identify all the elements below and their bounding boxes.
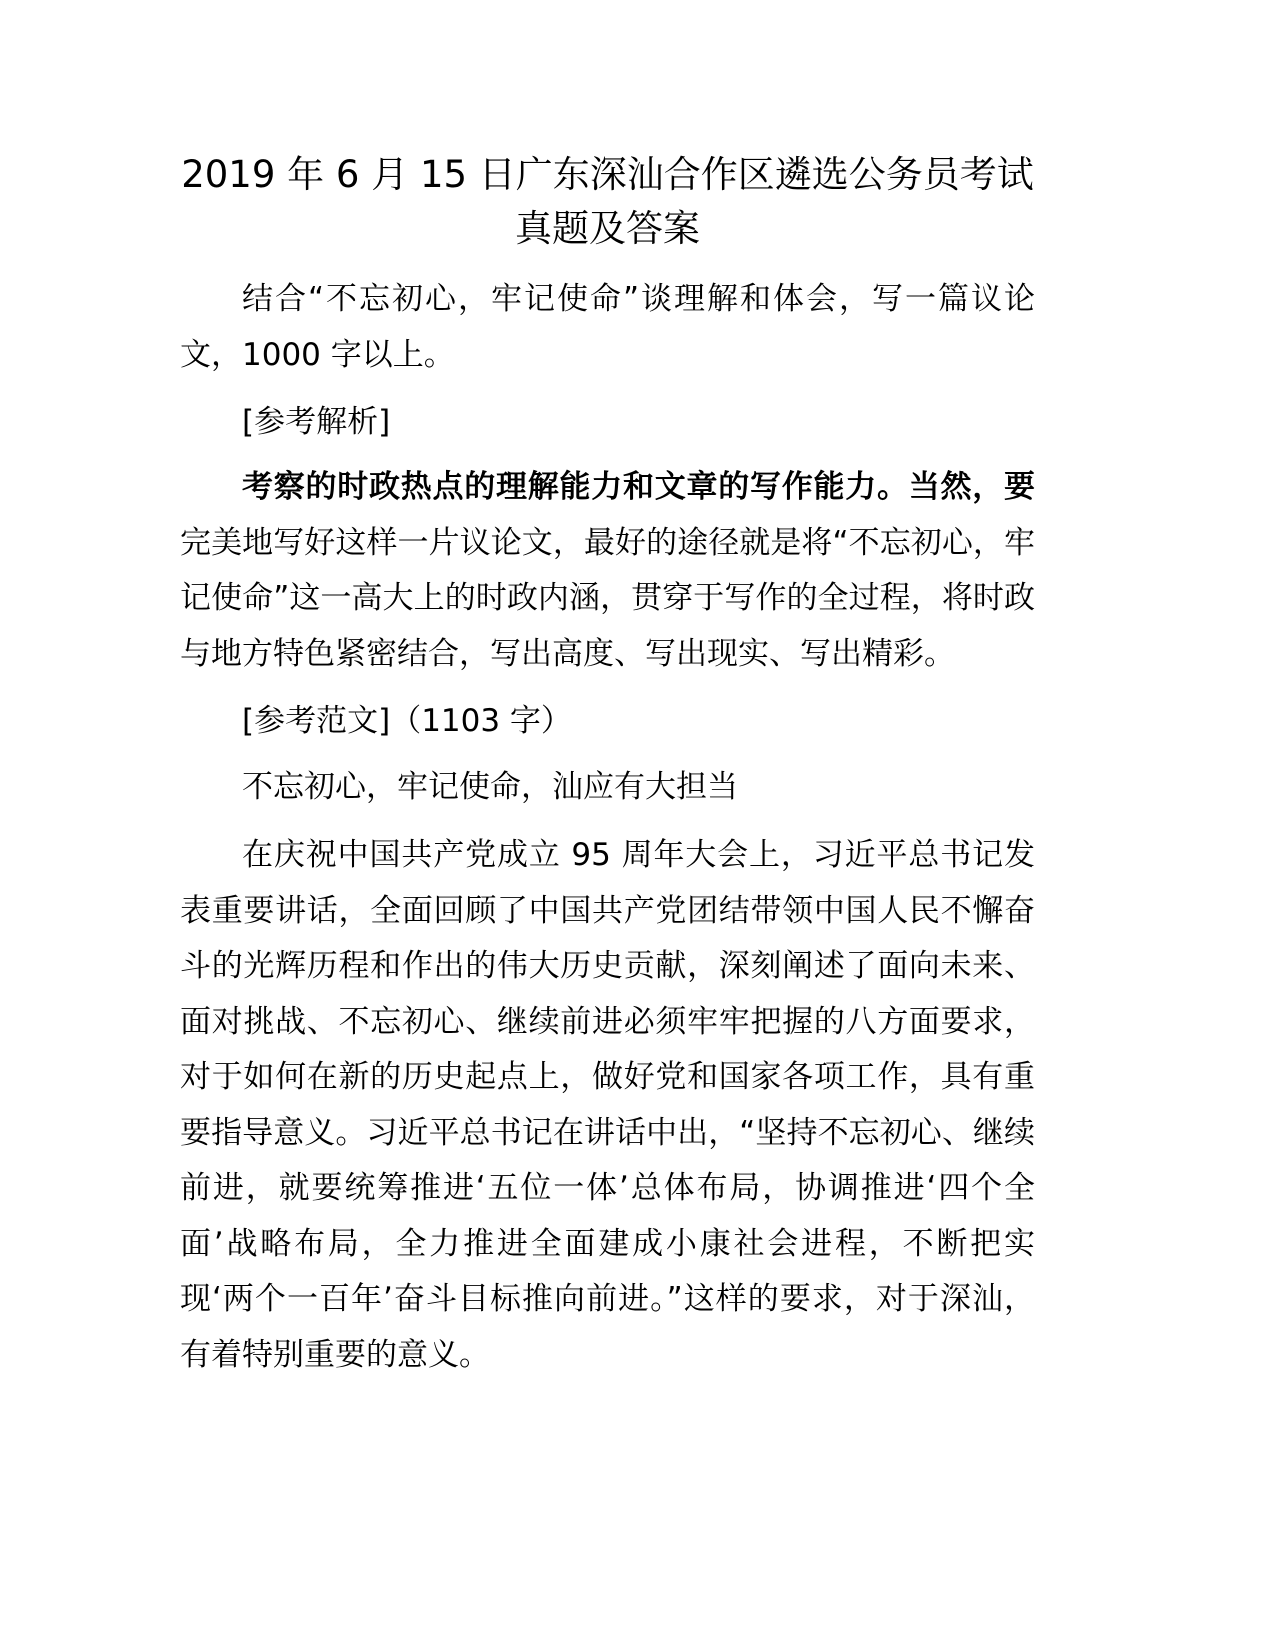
analysis-rest-text: 完美地写好这样一片议论文，最好的途径就是将“不忘初心，牢记使命”这一高大上的时政内涵，贯穿于写作的全过程，将时政与地方特色紧密结合，写出高度、写出现实、写出精彩。 (180, 524, 1035, 672)
essay-title: 不忘初心，牢记使命，汕应有大担当 (242, 769, 738, 805)
question-paragraph: 结合“不忘初心，牢记使命”谈理解和体会，写一篇议论文，1000 字以上。 (180, 281, 1035, 373)
analysis-paragraph (180, 460, 1035, 682)
sample-heading: [参考范文]（1103 字） (242, 703, 572, 739)
analysis-bold-text: 考察的时政热点的理解能力和文章的写作能力。当然，要 (242, 469, 1035, 505)
analysis-heading: [参考解析] (242, 404, 391, 440)
document-title: 2019 年 6 月 15 日广东深汕合作区遴选公务员考试真题及答案 (181, 153, 1034, 250)
essay-paragraph: 在庆祝中国共产党成立 95 周年大会上，习近平总书记发表重要讲话，全面回顾了中国共产党团结带领中国人民不懈奋斗的光辉历程和作出的伟大历史贡献，深刻阐述了面向未来、面对挑战、不忘初心、继续前进必须牢牢把握的八方面要求，对于如何在新的历史起点上，做好党和国家各项工作，具有重要指导意义。习近平总书记在讲话中出，“坚持不忘初心、继续前进，就要统筹推进‘五位一体’总体布局，协调推进‘四个全面’战略布局，全力推进全面建成小康社会进程，不断把实现‘两个一百年’奋斗目标推向前进。”这样的要求，对于深汕，有着特别重要的意义。 (180, 837, 1035, 1373)
